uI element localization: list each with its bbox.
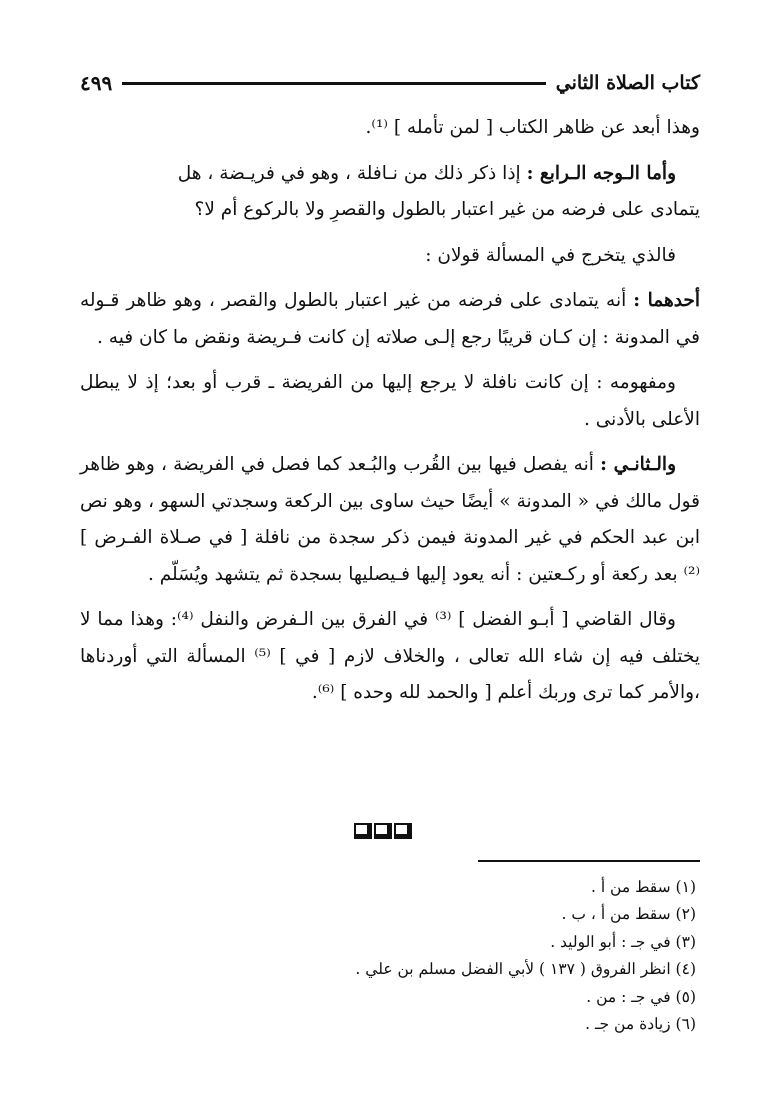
footnote-item: (٤) انظر الفروق ( ١٣٧ ) لأبي الفضل مسلم بن علي . (355, 960, 696, 979)
footnotes (200, 874, 696, 1038)
main-text (80, 110, 700, 721)
paragraph-first-opinion (80, 283, 700, 356)
footnote-item: (١) سقط من أ . (590, 878, 696, 896)
page-number: ٤٩٩ (80, 71, 113, 95)
paragraph-lead: وأما الـوجه الـرابع : (526, 162, 676, 184)
page-header (80, 68, 700, 98)
ornament-box-icon (394, 823, 412, 839)
paragraph-body: أنه يفصل فيها بين القُرب والبُـعد كما فصل في الفريضة ، وهو ظاهر قول مالك في « المدونة » أيضًا حيث ساوى بين الركعة وسجدتي السهو ، وهو نص ابن عبد الحكم في غير المدونة فيمن ذكر سجدة من نافلة [ في صـلاة الفـرض ] ⁽²⁾ بعد ركعة أو ركـعتين : أنه يعود إليها فـيصليها بسجدة ثم يتشهد ويُسَلّم . (80, 454, 700, 585)
footnote-item: (٢) سقط من أ ، ب . (561, 905, 696, 924)
footnote-item: (٣) في جـ : أبو الوليد . (550, 932, 696, 951)
ornament-box-icon (374, 823, 392, 839)
paragraph-second-opinion (80, 447, 700, 593)
paragraph-lead: أحدهما : (633, 290, 700, 311)
paragraph: وقال القاضي [ أبـو الفضل ] ⁽³⁾ في الفرق بين الـفرض والنفل ⁽⁴⁾: وهذا مما لا يختلف فيه إن شاء الله تعالى ، والخلاف لازم [ في ] ⁽⁵⁾ المسألة التي أوردناها ،والأمر كما ترى وربك أعلم [ والحمد لله وحده ] ⁽⁶⁾. (80, 609, 701, 703)
section-ornament (0, 820, 766, 841)
paragraph: وهذا أبعد عن ظاهر الكتاب [ لمن تأمله ] ⁽¹⁾. (365, 117, 700, 138)
header-rule (122, 82, 546, 85)
footnote-item: (٥) في جـ : من . (586, 987, 696, 1006)
paragraph: فالذي يتخرج في المسألة قولان : (425, 244, 676, 266)
paragraph: ومفهومه : إن كانت نافلة لا يرجع إليها من الفريضة ـ قرب أو بعد؛ إذ لا يبطل الأعلى بالأدنى . (80, 372, 700, 430)
footnote-item: (٦) زيادة من جـ . (585, 1015, 696, 1034)
paragraph-lead: والـثانـي : (600, 454, 676, 475)
paragraph-fourth-aspect (80, 156, 700, 229)
paragraph-body-continuation: يتمادى على فرضه من غير اعتبار بالطول والقصرِ ولا بالركوع أم لا؟ (194, 199, 700, 220)
ornament-box-icon (354, 823, 372, 839)
paragraph-body: إذا ذكر ذلك من نـافلة ، وهو في فريـضة ، هل (177, 162, 527, 184)
running-title: كتاب الصلاة الثاني (555, 72, 700, 94)
paragraph-body: أنه يتمادى على فرضه من غير اعتبار بالطول والقصر ، وهو ظاهر قـوله في المدونة : إن كـان قريبًا رجع إلـى صلاته إن كانت فـريضة ونقض ما كان فيه . (80, 290, 700, 348)
footnote-separator (478, 860, 700, 862)
